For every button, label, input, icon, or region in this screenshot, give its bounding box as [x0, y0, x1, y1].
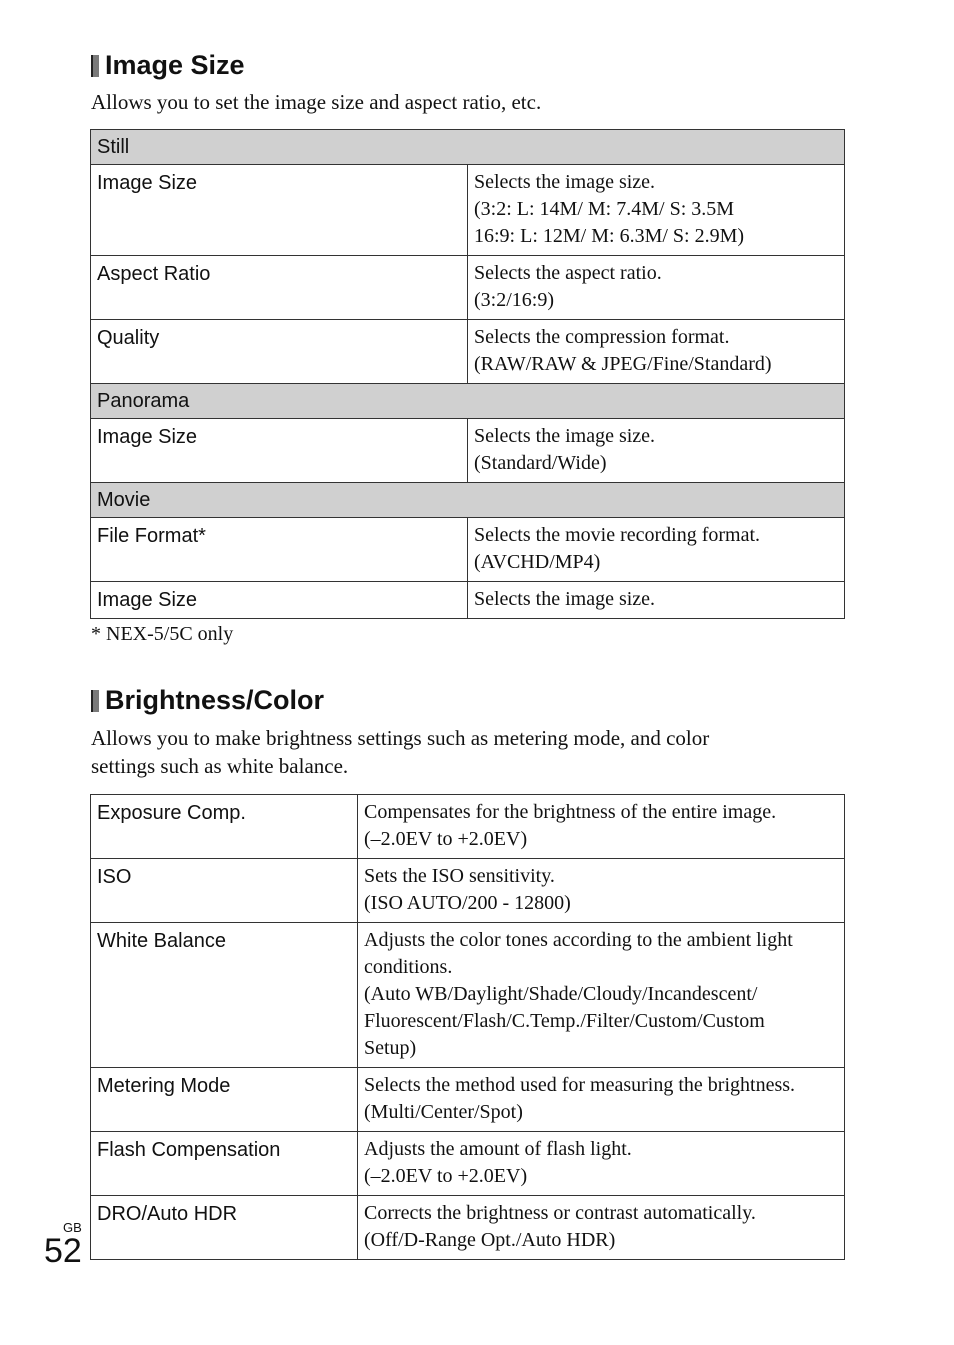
setting-desc: [358, 1068, 845, 1132]
desc-line: (AVCHD/MP4): [474, 551, 601, 573]
group-header-panorama: Panorama: [91, 384, 845, 419]
group-header-movie: Movie: [91, 483, 845, 518]
desc-line: Selects the image size.: [474, 171, 656, 193]
setting-desc: [468, 165, 845, 256]
group-header-row: [91, 384, 845, 419]
section-title: Brightness/Color: [105, 685, 325, 715]
desc-line: (RAW/RAW & JPEG/Fine/Standard): [474, 353, 772, 375]
table-row: [91, 923, 845, 1068]
table-row: [91, 256, 845, 320]
desc-line: (Auto WB/Daylight/Shade/Cloudy/Incandescent/: [364, 983, 758, 1005]
setting-name: Quality: [91, 320, 468, 384]
table-row: [91, 419, 845, 483]
desc-line: Selects the image size.: [474, 588, 656, 610]
desc-line: Selects the image size.: [474, 425, 656, 447]
table-row: [91, 165, 845, 256]
group-header-row: [91, 483, 845, 518]
table-row: [91, 1132, 845, 1196]
brightness-table: [90, 794, 845, 1260]
setting-name: White Balance: [91, 923, 358, 1068]
desc-line: Adjusts the color tones according to the ambient light: [364, 929, 793, 951]
setting-name: Image Size: [91, 165, 468, 256]
desc-line: Selects the compression format.: [474, 326, 730, 348]
desc-line: (3:2: L: 14M/ M: 7.4M/ S: 3.5M: [474, 198, 735, 220]
table-row: [91, 320, 845, 384]
setting-desc: [468, 582, 845, 619]
image-size-table: [90, 129, 845, 619]
setting-desc: [468, 419, 845, 483]
setting-name: Aspect Ratio: [91, 256, 468, 320]
desc-line: Compensates for the brightness of the entire image.: [364, 801, 777, 823]
desc-line: (Standard/Wide): [474, 452, 607, 474]
setting-name: Flash Compensation: [91, 1132, 358, 1196]
desc-line: (Multi/Center/Spot): [364, 1101, 523, 1123]
desc-line: Corrects the brightness or contrast automatically.: [364, 1202, 756, 1224]
setting-desc: [358, 1196, 845, 1260]
section-marker-icon: [91, 55, 99, 77]
setting-name: Image Size: [91, 582, 468, 619]
footnote: * NEX-5/5C only: [91, 623, 234, 645]
table-row: [91, 859, 845, 923]
desc-line: (ISO AUTO/200 - 12800): [364, 892, 571, 914]
desc-line: Fluorescent/Flash/C.Temp./Filter/Custom/Custom: [364, 1010, 765, 1032]
setting-desc: [468, 518, 845, 582]
page-number: 52: [44, 1232, 82, 1270]
setting-name: DRO/Auto HDR: [91, 1196, 358, 1260]
setting-name: Exposure Comp.: [91, 795, 358, 859]
setting-desc: [468, 320, 845, 384]
desc-line: conditions.: [364, 956, 453, 978]
intro-line: settings such as white balance.: [91, 754, 349, 778]
desc-line: (Off/D-Range Opt./Auto HDR): [364, 1229, 616, 1251]
table-row: [91, 582, 845, 619]
image-size-intro: Allows you to set the image size and aspect ratio, etc.: [91, 90, 542, 114]
setting-name: ISO: [91, 859, 358, 923]
region-label: GB: [63, 1220, 82, 1235]
table-row: [91, 1196, 845, 1260]
table-row: [91, 795, 845, 859]
group-header-still: Still: [91, 130, 845, 165]
setting-desc: [468, 256, 845, 320]
table-row: [91, 1068, 845, 1132]
intro-line: Allows you to make brightness settings such as metering mode, and color: [91, 726, 710, 750]
desc-line: (–2.0EV to +2.0EV): [364, 1165, 528, 1187]
desc-line: Setup): [364, 1037, 417, 1059]
setting-desc: [358, 1132, 845, 1196]
image-size-heading: [91, 50, 245, 81]
section-title: Image Size: [105, 50, 245, 80]
setting-desc: [358, 923, 845, 1068]
setting-desc: [358, 795, 845, 859]
brightness-intro: [91, 724, 851, 780]
desc-line: Selects the movie recording format.: [474, 524, 761, 546]
desc-line: (3:2/16:9): [474, 289, 554, 311]
setting-name: Image Size: [91, 419, 468, 483]
table-row: [91, 518, 845, 582]
setting-name: Metering Mode: [91, 1068, 358, 1132]
setting-desc: [358, 859, 845, 923]
desc-line: Selects the method used for measuring the brightness.: [364, 1074, 796, 1096]
desc-line: Sets the ISO sensitivity.: [364, 865, 555, 887]
section-marker-icon: [91, 690, 99, 712]
desc-line: (–2.0EV to +2.0EV): [364, 828, 528, 850]
brightness-heading: [91, 685, 324, 716]
desc-line: 16:9: L: 12M/ M: 6.3M/ S: 2.9M): [474, 225, 745, 247]
group-header-row: [91, 130, 845, 165]
desc-line: Selects the aspect ratio.: [474, 262, 662, 284]
setting-name: File Format*: [91, 518, 468, 582]
desc-line: Adjusts the amount of flash light.: [364, 1138, 632, 1160]
